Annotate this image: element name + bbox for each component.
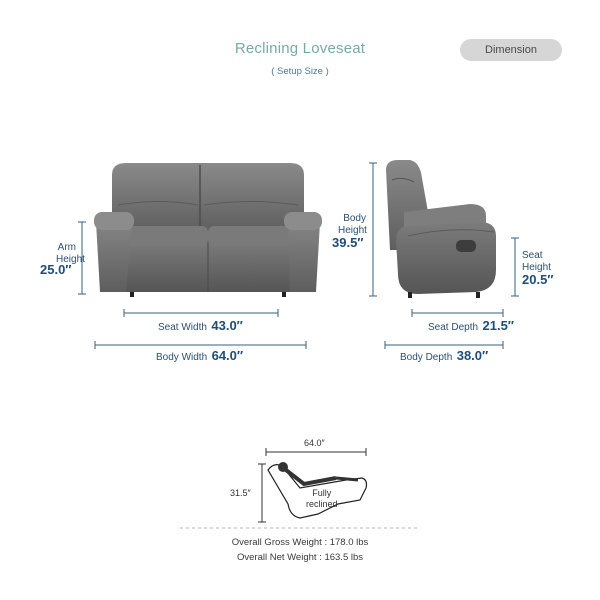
- net-weight: Overall Net Weight : 163.5 lbs: [236, 552, 364, 563]
- fully-reclined-label: [306, 488, 338, 510]
- recline-height-value: 31.5″: [230, 488, 251, 498]
- arm-height-label-line2: Height: [56, 254, 85, 265]
- page-title: Reclining Loveseat: [234, 40, 366, 57]
- body-height-value: 39.5″: [332, 235, 364, 250]
- seat-width-label: Seat Width: [158, 322, 207, 333]
- body-width-label: Body Width: [156, 352, 208, 363]
- body-depth-value: 38.0″: [456, 348, 489, 363]
- seat-height-label-line2: Height: [522, 262, 551, 273]
- seat-depth-value: 21.5″: [482, 318, 515, 333]
- body-depth-label: Body Depth: [400, 352, 453, 363]
- seat-depth-label: Seat Depth: [428, 322, 479, 333]
- seat-height-label-line1: Seat: [522, 250, 543, 261]
- fully-reclined-line2: reclined: [306, 499, 338, 509]
- seat-width-value: 43.0″: [211, 318, 243, 333]
- body-depth-dimension: [400, 347, 488, 365]
- body-height-label: [338, 213, 366, 237]
- fully-reclined-line1: Fully: [312, 488, 332, 498]
- page-subtitle: ( Setup Size ): [271, 66, 329, 77]
- seat-depth-dimension: [428, 317, 514, 335]
- seat-height-value: 20.5″: [522, 272, 554, 287]
- gross-weight: Overall Gross Weight : 178.0 lbs: [231, 537, 369, 548]
- body-width-value: 64.0″: [211, 348, 244, 363]
- seat-height-label: [522, 250, 551, 274]
- recline-width-value: 64.0″: [304, 438, 325, 448]
- arm-height-value: 25.0″: [40, 262, 72, 277]
- body-height-label-line1: Body: [343, 213, 366, 224]
- dimension-badge[interactable]: Dimension: [460, 39, 562, 61]
- seat-width-dimension: [158, 317, 243, 335]
- body-width-dimension: [156, 347, 243, 365]
- body-height-label-line2: Height: [338, 225, 367, 236]
- arm-height-label-line1: Arm: [57, 242, 76, 253]
